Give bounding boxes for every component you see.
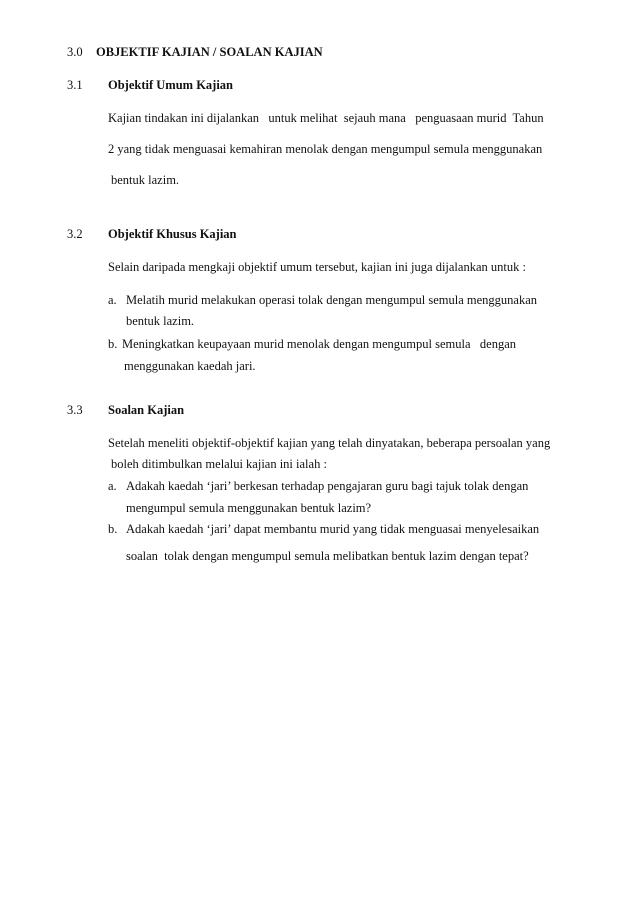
list-item-text: Adakah kaedah ‘jari’ dapat membantu murid yang tidak menguasai menyelesaikan	[126, 522, 540, 536]
paragraph-line: boleh ditimbulkan melalui kajian ini ialah :	[111, 457, 327, 471]
list-item-marker: b.	[108, 522, 118, 536]
list-item-marker: a.	[108, 479, 117, 493]
list-item-marker: a.	[108, 293, 117, 307]
section-title: Soalan Kajian	[108, 403, 185, 417]
heading-number: 3.0	[67, 45, 83, 59]
list-item-marker: b.	[108, 337, 118, 351]
section-number: 3.2	[67, 227, 83, 241]
paragraph-line: Selain daripada mengkaji objektif umum tersebut, kajian ini juga dijalankan untuk :	[108, 260, 526, 274]
paragraph-line: 2 yang tidak menguasai kemahiran menolak dengan mengumpul semula menggunakan	[108, 142, 543, 156]
paragraph-line: bentuk lazim.	[111, 173, 180, 187]
list-item-text: Adakah kaedah ‘jari’ berkesan terhadap pengajaran guru bagi tajuk tolak dengan	[126, 479, 529, 493]
section-number: 3.1	[67, 78, 83, 92]
section-title: Objektif Khusus Kajian	[108, 227, 237, 241]
paragraph-line: Kajian tindakan ini dijalankan untuk melihat sejauh mana penguasaan murid Tahun	[108, 111, 544, 125]
list-item-text: menggunakan kaedah jari.	[124, 359, 256, 373]
list-item-text: Meningkatkan keupayaan murid menolak dengan mengumpul semula dengan	[122, 337, 516, 351]
list-item-text: Melatih murid melakukan operasi tolak dengan mengumpul semula menggunakan	[126, 293, 538, 307]
list-item-text: soalan tolak dengan mengumpul semula melibatkan bentuk lazim dengan tepat?	[126, 549, 529, 563]
heading-title: OBJEKTIF KAJIAN / SOALAN KAJIAN	[96, 45, 323, 59]
section-number: 3.3	[67, 403, 83, 417]
list-item-text: mengumpul semula menggunakan bentuk lazim?	[126, 501, 372, 515]
paragraph-line: Setelah meneliti objektif-objektif kajian yang telah dinyatakan, beberapa persoalan yang	[108, 436, 551, 450]
section-title: Objektif Umum Kajian	[108, 78, 233, 92]
list-item-text: bentuk lazim.	[126, 314, 195, 328]
